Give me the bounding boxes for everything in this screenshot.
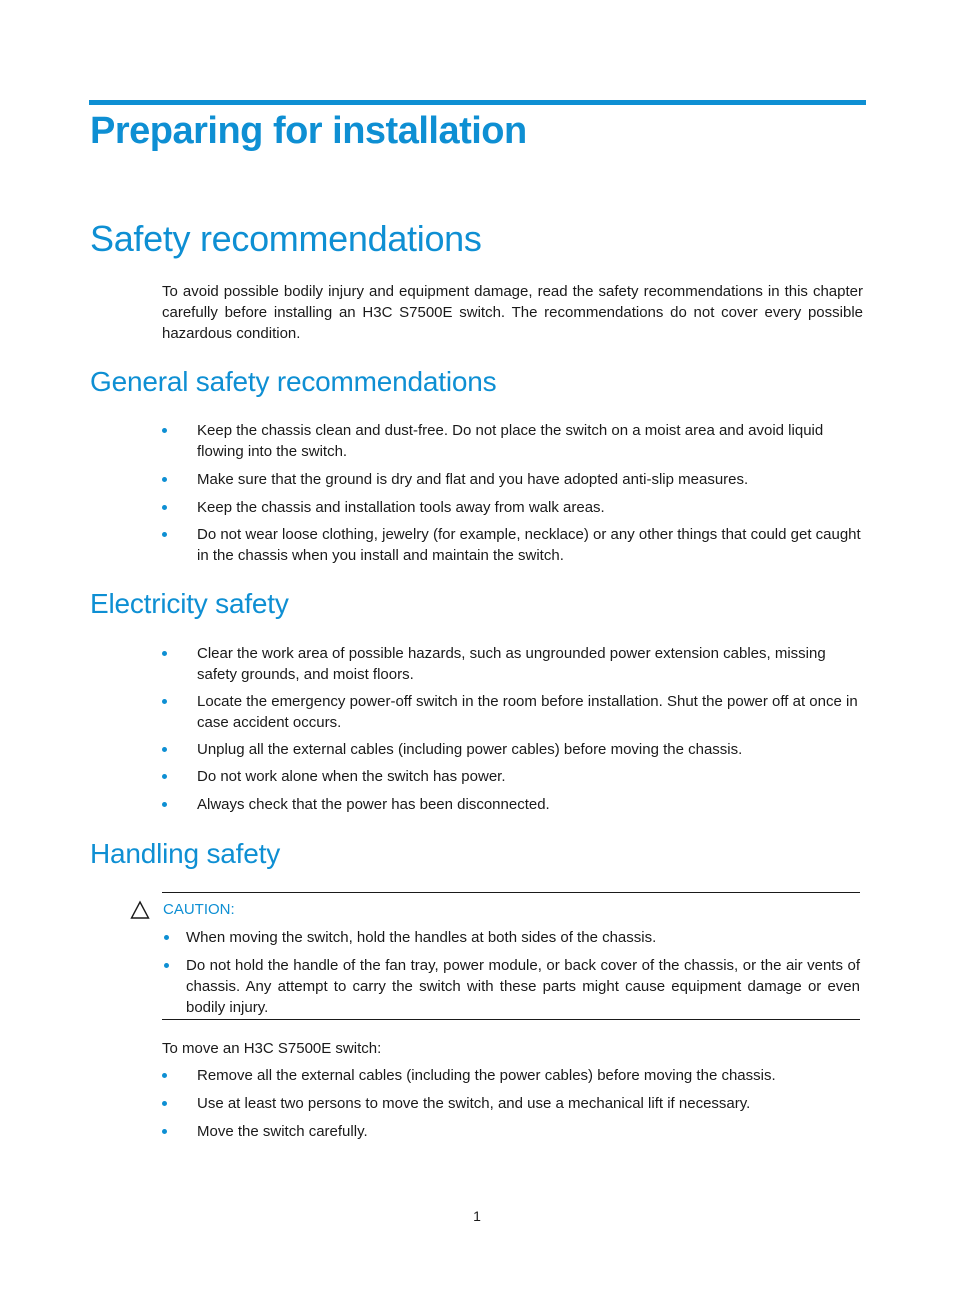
list-item: Do not work alone when the switch has power.: [162, 766, 863, 787]
list-item: Remove all the external cables (including the power cables) before moving the chassis.: [162, 1065, 863, 1086]
bullet-icon: [162, 1101, 167, 1106]
list-item: Keep the chassis and installation tools away from walk areas.: [162, 497, 863, 518]
list-item: Unplug all the external cables (including power cables) before moving the chassis.: [162, 739, 863, 760]
list-item: Do not wear loose clothing, jewelry (for example, necklace) or any other things that could get caught in the chassis when you install and maintain the switch.: [162, 524, 863, 566]
electricity-safety-heading: Electricity safety: [90, 588, 289, 619]
list-item: Make sure that the ground is dry and flat and you have adopted anti-slip measures.: [162, 469, 863, 490]
warning-triangle-icon: [130, 900, 150, 920]
bullet-icon: [162, 747, 167, 752]
bullet-icon: [162, 532, 167, 537]
bullet-icon: [162, 505, 167, 510]
bullet-icon: [162, 774, 167, 779]
bullet-icon: [162, 1073, 167, 1078]
list-item: Locate the emergency power-off switch in the room before installation. Shut the power off at once in case accident occurs.: [162, 691, 863, 733]
handling-lead-in: To move an H3C S7500E switch:: [162, 1040, 382, 1057]
bullet-icon: [162, 699, 167, 704]
intro-paragraph: To avoid possible bodily injury and equipment damage, read the safety recommendations in this chapter carefully before installing an H3C S7500E switch. The recommendations do not cover every possible hazardous condition.: [162, 283, 863, 342]
caution-label: CAUTION:: [163, 901, 235, 918]
bullet-icon: [164, 963, 169, 968]
list-item: When moving the switch, hold the handles at both sides of the chassis.: [162, 927, 860, 948]
bullet-icon: [162, 1129, 167, 1134]
bullet-icon: [162, 802, 167, 807]
chapter-top-rule: [89, 100, 866, 105]
general-safety-heading: General safety recommendations: [90, 366, 497, 397]
caution-list: [162, 927, 860, 1018]
general-safety-list: [162, 420, 863, 566]
list-item: Use at least two persons to move the switch, and use a mechanical lift if necessary.: [162, 1093, 863, 1114]
bullet-icon: [162, 477, 167, 482]
bullet-icon: [162, 651, 167, 656]
chapter-title: Preparing for installation: [90, 110, 527, 152]
section-title: Safety recommendations: [90, 218, 482, 259]
list-item: Do not hold the handle of the fan tray, power module, or back cover of the chassis, or the air vents of chassis. Any attempt to carry the switch with these parts might cause equipment damage or even bodily injury.: [162, 955, 860, 1018]
bullet-icon: [164, 935, 169, 940]
handling-safety-heading: Handling safety: [90, 838, 281, 869]
list-item: Clear the work area of possible hazards, such as ungrounded power extension cables, missing safety grounds, and moist floors.: [162, 643, 863, 685]
electricity-safety-list: [162, 643, 863, 815]
page-number: 1: [473, 1208, 481, 1224]
bullet-icon: [162, 428, 167, 433]
list-item: Move the switch carefully.: [162, 1121, 863, 1142]
list-item: Always check that the power has been disconnected.: [162, 794, 863, 815]
handling-safety-list: [162, 1065, 863, 1142]
list-item: Keep the chassis clean and dust-free. Do not place the switch on a moist area and avoid liquid flowing into the switch.: [162, 420, 863, 462]
